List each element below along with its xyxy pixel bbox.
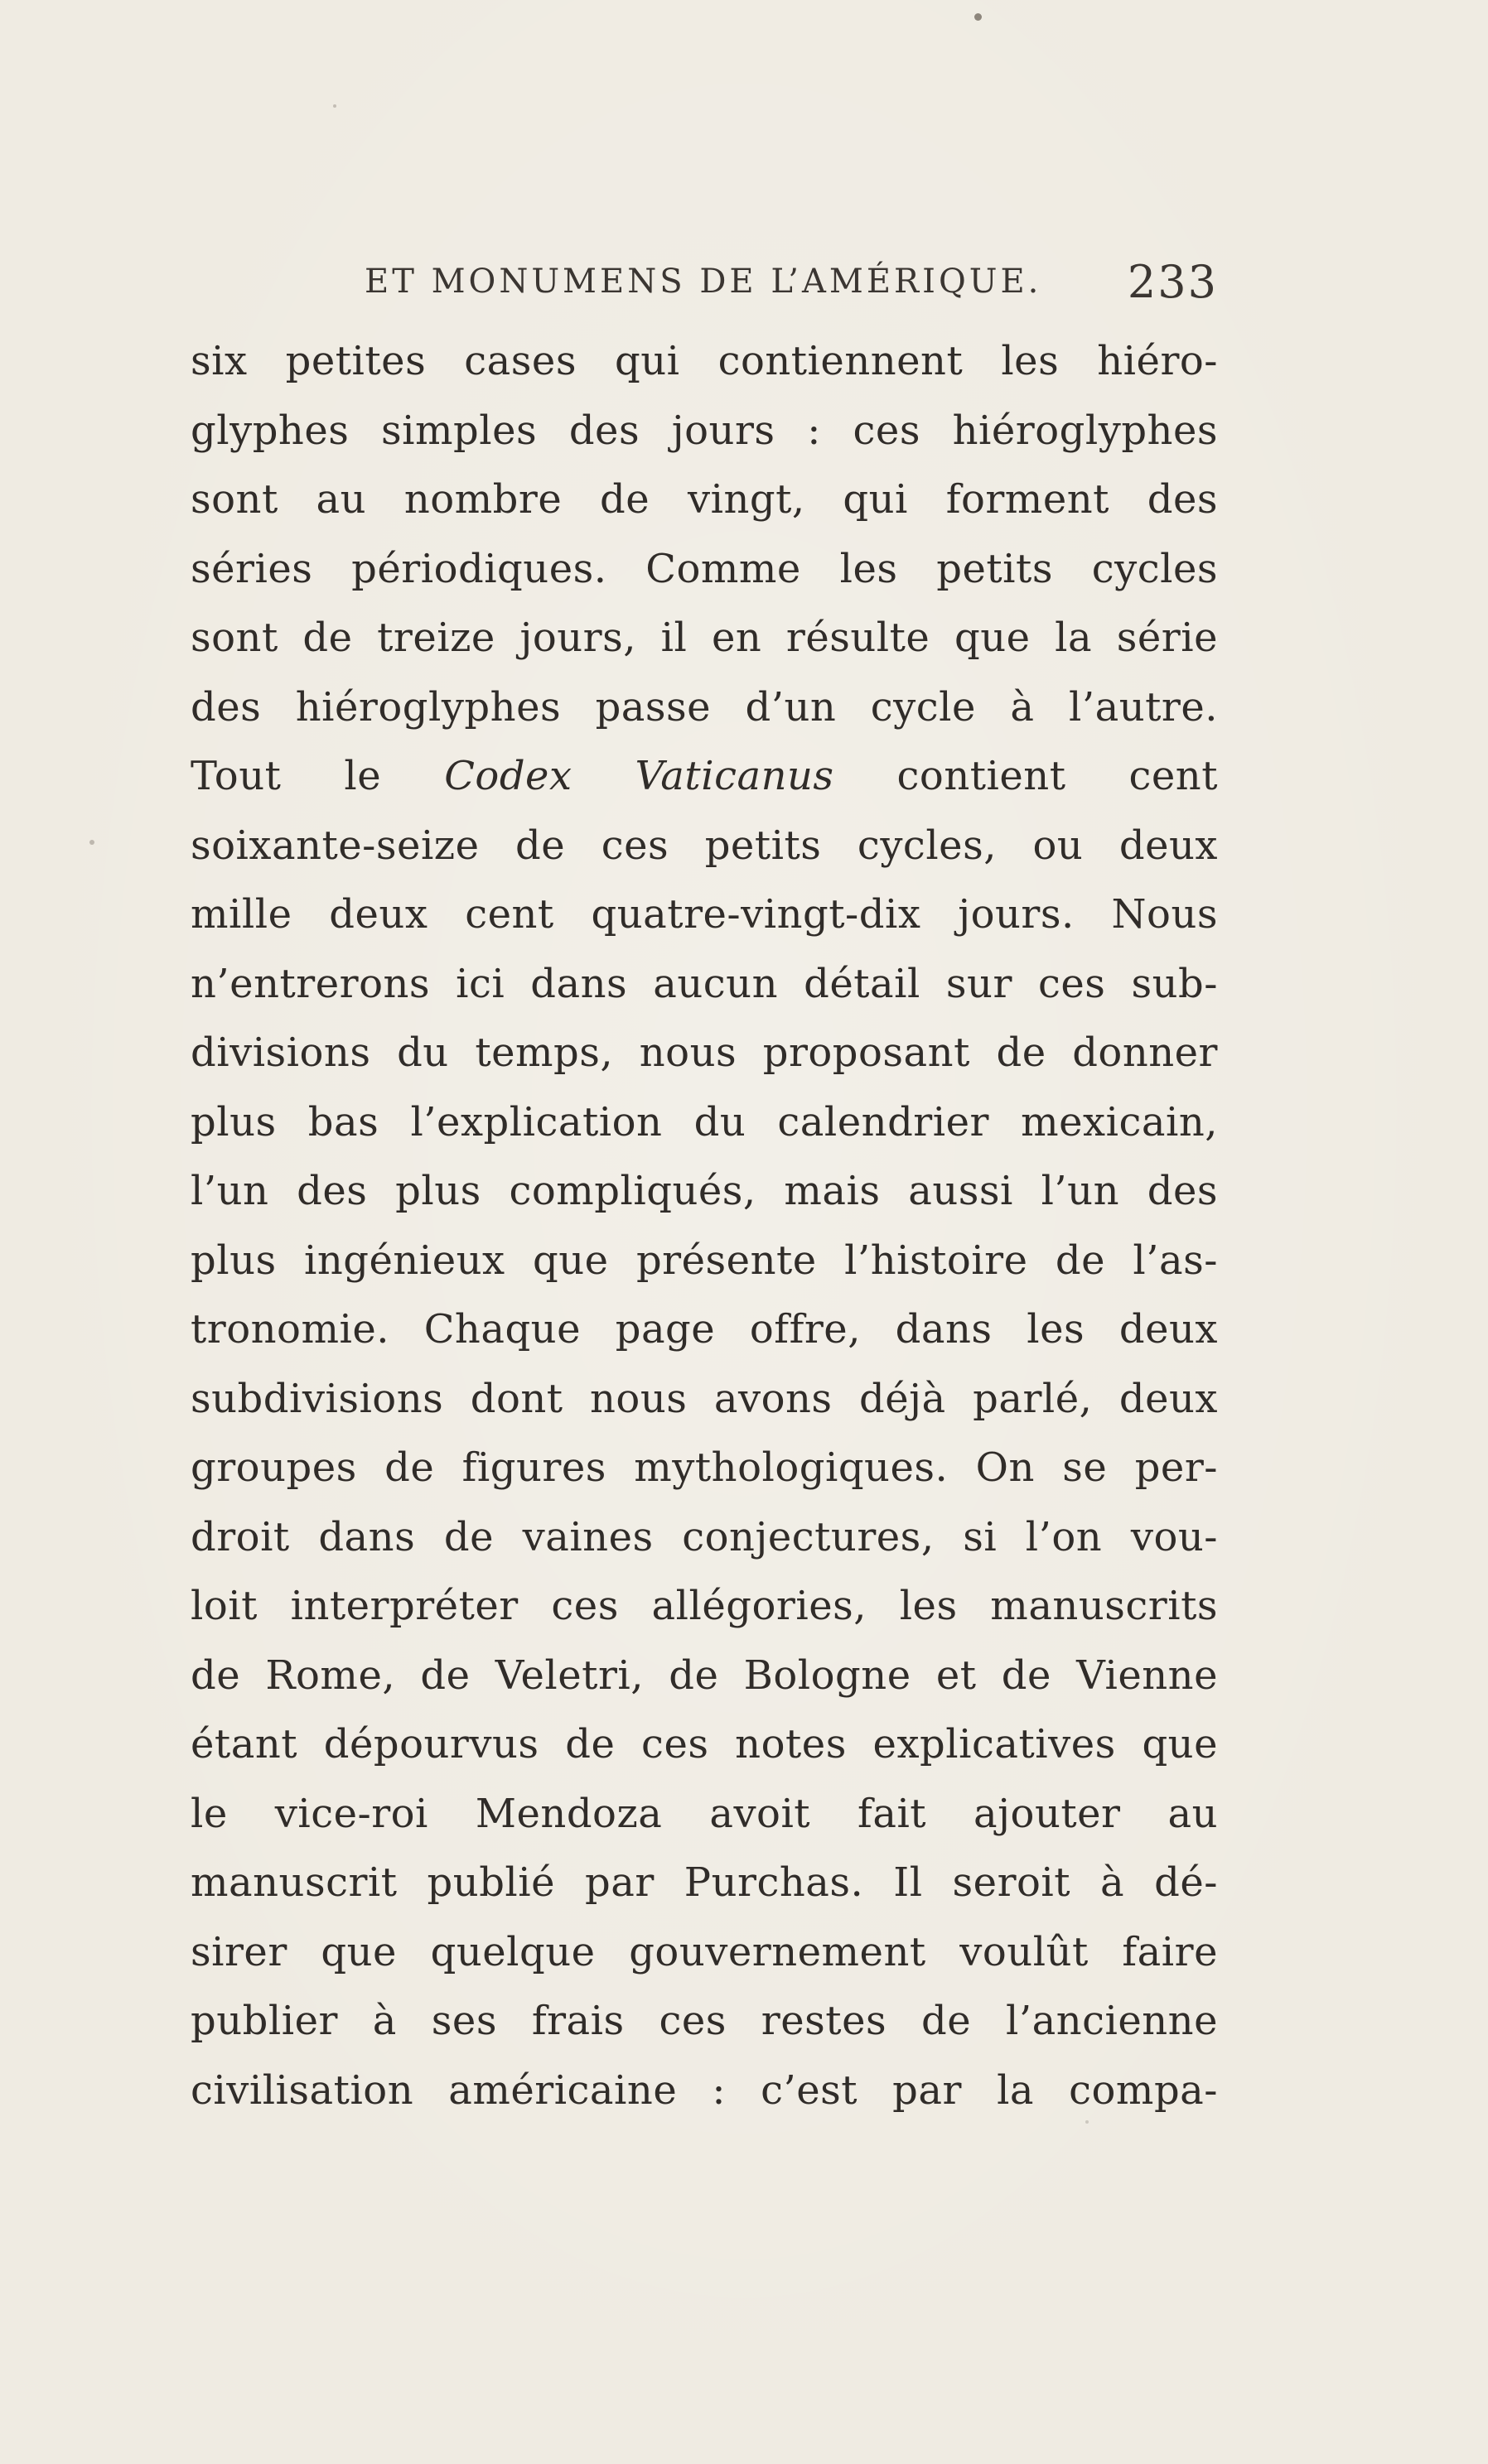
text-line: loit interpréter ces allégories, les manuscrits (191, 1583, 1218, 1629)
text-line: séries périodiques. Comme les petits cycles (191, 545, 1218, 592)
text-line: plus ingénieux que présente l’histoire de l’as- (191, 1237, 1218, 1284)
text-line: sont au nombre de vingt, qui forment des (191, 476, 1218, 523)
text-line: tronomie. Chaque page offre, dans les deux (191, 1306, 1218, 1353)
text-line: l’un des plus compliqués, mais aussi l’un des (191, 1168, 1218, 1214)
text-line: publier à ses frais ces restes de l’ancienne (191, 1998, 1218, 2044)
text-line: le vice-roi Mendoza avoit fait ajouter au (191, 1790, 1218, 1837)
paper-speck (974, 13, 982, 21)
text-line: manuscrit publié par Purchas. Il seroit à dé- (191, 1859, 1218, 1906)
text-line: subdivisions dont nous avons déjà parlé, deux (191, 1375, 1218, 1422)
page-header (365, 257, 1218, 306)
text-line: sirer que quelque gouvernement voulût faire (191, 1928, 1218, 1975)
text-line: sont de treize jours, il en résulte que la série (191, 615, 1218, 661)
paper-speck (333, 104, 336, 108)
text-line-codex (191, 742, 1218, 812)
text-fragment: contient cent (833, 753, 1218, 799)
body-text (191, 327, 1218, 2125)
text-line: glyphes simples des jours : ces hiéroglyphes (191, 407, 1218, 454)
text-fragment: Tout le (191, 753, 445, 799)
text-line: civilisation américaine : c’est par la compa- (191, 2066, 1218, 2114)
text-line: six petites cases qui contiennent les hiéro- (191, 338, 1218, 384)
text-line: mille deux cent quatre-vingt-dix jours. Nous (191, 891, 1218, 938)
running-title: ET MONUMENS DE L’AMÉRIQUE. (365, 263, 1042, 301)
text-line: n’entrerons ici dans aucun détail sur ces sub- (191, 960, 1218, 1007)
text-line: divisions du temps, nous proposant de donner (191, 1029, 1218, 1076)
text-line: plus bas l’explication du calendrier mexicain, (191, 1098, 1218, 1145)
text-line: des hiéroglyphes passe d’un cycle à l’autre. (191, 683, 1218, 731)
page-number: 233 (1127, 255, 1218, 308)
codex-title: Codex Vaticanus (444, 753, 834, 799)
text-line: droit dans de vaines conjectures, si l’on vou- (191, 1513, 1218, 1560)
text-line: groupes de figures mythologiques. On se per- (191, 1444, 1218, 1491)
text-line: étant dépourvus de ces notes explicatives que (191, 1721, 1218, 1767)
paper-speck (89, 840, 94, 845)
text-line: soixante-seize de ces petits cycles, ou deux (191, 822, 1218, 869)
text-line: de Rome, de Veletri, de Bologne et de Vienne (191, 1652, 1218, 1699)
